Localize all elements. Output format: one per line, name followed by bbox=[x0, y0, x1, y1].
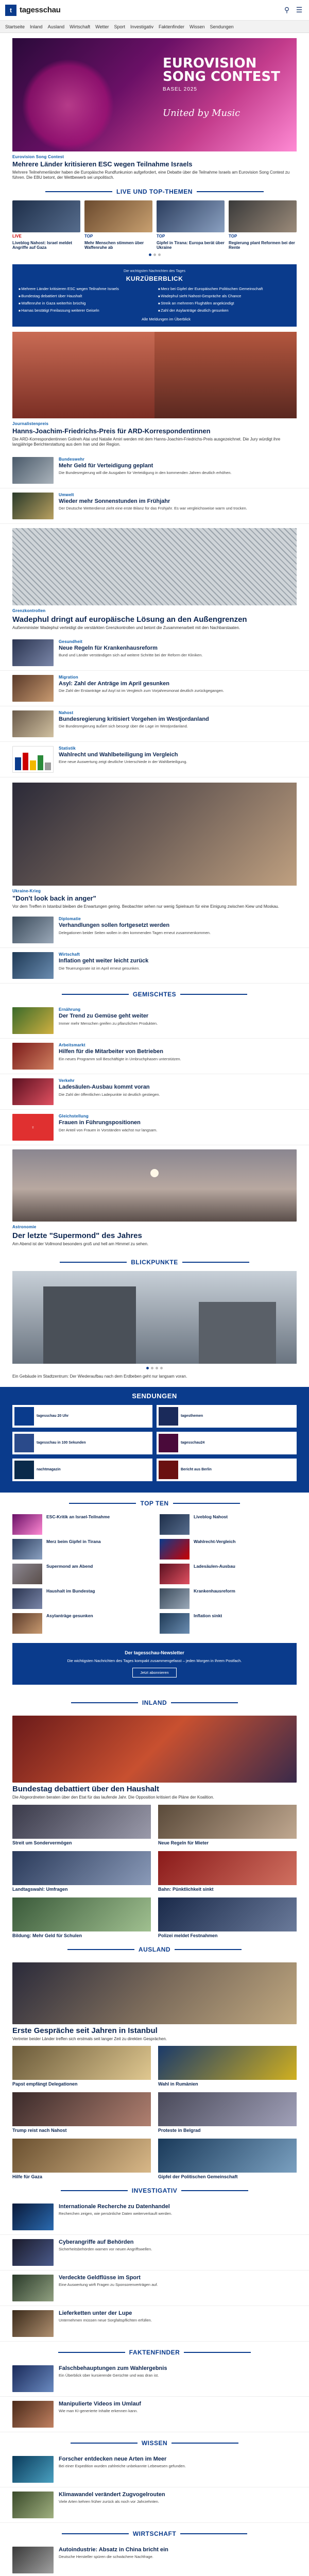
newsletter-heading: Der tagesschau-Newsletter bbox=[125, 1650, 184, 1655]
grid-item[interactable]: Neue Regeln für Mieter bbox=[158, 1805, 297, 1846]
section-title: LIVE UND TOP-THEMEN bbox=[116, 188, 193, 196]
item-title: Hilfen für die Mitarbeiter von Betrieben bbox=[59, 1048, 163, 1055]
wissen-section bbox=[0, 2432, 309, 2523]
carousel-dots[interactable] bbox=[0, 1364, 309, 1372]
grid-item[interactable]: Bildung: Mehr Geld für Schulen bbox=[12, 1897, 151, 1939]
kicker: Wirtschaft bbox=[59, 952, 80, 957]
ausland-grid bbox=[0, 2046, 309, 2179]
feature2-text: Vor dem Treffen in Istanbul bleiben die Erwartungen gering. Beobachter sehen nur wenig Spielraum für eine Einigung zwischen Kiew und Moskau. bbox=[12, 904, 279, 909]
thumbnail bbox=[12, 2365, 54, 2392]
thumbnail bbox=[12, 2310, 54, 2337]
thumbnail: ♀ bbox=[12, 1114, 54, 1141]
topten-item[interactable]: Krankenhausreform bbox=[160, 1586, 297, 1611]
item-text: Bei einer Expedition wurden zahlreiche unbekannte Lebewesen gefunden. bbox=[59, 2464, 186, 2468]
hero-title[interactable]: Mehrere Länder kritisieren ESC wegen Teilnahme Israels bbox=[12, 160, 193, 168]
item-text: Vertreter beider Länder treffen sich erstmals seit langer Zeit zu direkten Gesprächen. bbox=[12, 2036, 167, 2041]
feature-title[interactable]: Hanns-Joachim-Friedrichs-Preis für ARD-Korrespondentinnen bbox=[12, 427, 211, 435]
sendung-card[interactable]: Bericht aus Berlin bbox=[157, 1459, 297, 1481]
card-image bbox=[157, 200, 225, 232]
section-title: GEMISCHTES bbox=[132, 991, 177, 998]
item-text: Am Abend ist der Vollmond besonders groß und hell am Himmel zu sehen. bbox=[12, 1242, 149, 1247]
logo-text[interactable]: tagesschau bbox=[20, 6, 61, 14]
card-title: Gipfel in Tirana: Europa berät über Ukraine bbox=[157, 240, 225, 250]
tv-icon bbox=[159, 1434, 178, 1452]
section-title: INVESTIGATIV bbox=[131, 2187, 178, 2194]
kb-list bbox=[19, 286, 290, 313]
kicker: Gesundheit bbox=[59, 639, 83, 644]
card-title: Mehr Menschen stimmen über Waffenruhe ab bbox=[84, 240, 144, 250]
kb-item[interactable]: ■ Mehrere Länder kritisieren ESC wegen Teilnahme Israels bbox=[19, 286, 151, 291]
topten-col bbox=[160, 1512, 297, 1636]
thumbnail bbox=[12, 2492, 54, 2518]
list-item[interactable] bbox=[0, 2361, 309, 2397]
item-text: Die Zahl der Erstanträge auf Asyl ist im Vergleich zum Vorjahresmonat deutlich zurückgegangen. bbox=[59, 688, 224, 693]
section-title: INLAND bbox=[142, 1699, 167, 1707]
grid-item[interactable]: Proteste in Belgrad bbox=[158, 2092, 297, 2133]
thumbnail bbox=[12, 1007, 54, 1034]
faktenfinder-section bbox=[0, 2342, 309, 2432]
card-image bbox=[229, 200, 297, 232]
item-title: Forscher entdecken neue Arten im Meer bbox=[59, 2455, 167, 2462]
feature-kicker: Journalistenpreis bbox=[12, 421, 49, 426]
item-title: Asyl: Zahl der Anträge im April gesunken bbox=[59, 680, 169, 687]
item-text: Sicherheitsbehörden warnen vor neuen Angriffswellen. bbox=[59, 2247, 152, 2251]
bar-thumbnail bbox=[12, 746, 54, 773]
main-nav bbox=[0, 21, 309, 33]
item-title: Wieder mehr Sonnenstunden im Frühjahr bbox=[59, 498, 170, 505]
list-item[interactable] bbox=[0, 1074, 309, 1110]
list-item[interactable] bbox=[0, 2270, 309, 2306]
grid-item[interactable]: Streit um Sondervermögen bbox=[12, 1805, 151, 1846]
hero-overlay-title: EUROVISION SONG CONTEST bbox=[163, 56, 280, 84]
item-title: Verhandlungen sollen fortgesetzt werden bbox=[59, 922, 170, 929]
item-title: Ladesäulen-Ausbau kommt voran bbox=[59, 1084, 150, 1091]
gemischtes-section bbox=[0, 984, 309, 1251]
kicker: Grenzkontrollen bbox=[12, 608, 46, 614]
kb-item[interactable]: ■ Streik an mehreren Flughäfen angekündigt bbox=[158, 301, 290, 306]
grid-item[interactable]: Trump reist nach Nahost bbox=[12, 2092, 151, 2133]
item-text: Viele Arten kehren früher zurück als noch vor Jahrzehnten. bbox=[59, 2499, 159, 2504]
thumbnail bbox=[12, 675, 54, 702]
item-text: Der Anteil von Frauen in Vorständen wächst nur langsam. bbox=[59, 1127, 158, 1132]
item-title: Mehr Geld für Verteidigung geplant bbox=[59, 463, 153, 469]
list-item[interactable] bbox=[0, 488, 309, 524]
item-image bbox=[12, 1716, 297, 1783]
sendung-card[interactable]: tagesschau24 bbox=[157, 1432, 297, 1454]
item-text: Die Bundesregierung äußert sich besorgt über die Lage im Westjordanland. bbox=[59, 724, 188, 729]
item-image bbox=[12, 1962, 297, 2024]
item-text: Immer mehr Menschen greifen zu pflanzlichen Produkten. bbox=[59, 1021, 158, 1026]
item-title: Erste Gespräche seit Jahren in Istanbul bbox=[12, 2026, 158, 2035]
hero-overlay-sub: BASEL 2025 bbox=[163, 87, 197, 92]
list-item[interactable] bbox=[0, 2543, 309, 2576]
section-title: WISSEN bbox=[141, 2439, 168, 2447]
item-title: Wadephul dringt auf europäische Lösung an den Außengrenzen bbox=[12, 615, 247, 624]
nav-item[interactable]: Startseite bbox=[5, 24, 25, 29]
section-title: FAKTENFINDER bbox=[129, 2348, 180, 2356]
search-icon[interactable]: ⚲ bbox=[284, 6, 290, 14]
big-item[interactable] bbox=[0, 524, 309, 635]
tv-icon bbox=[14, 1434, 34, 1452]
item-text: Ein Überblick über kursierende Gerüchte und was dran ist. bbox=[59, 2373, 159, 2378]
nav-item[interactable]: Sport bbox=[114, 24, 125, 29]
nav-item[interactable]: Wetter bbox=[95, 24, 109, 29]
item-text: Die Bundesregierung will die Ausgaben für Verteidigung in den kommenden Jahren deutlich erhöhen. bbox=[59, 470, 232, 476]
thumbnail bbox=[12, 710, 54, 737]
kicker: Nahost bbox=[59, 710, 74, 715]
kb-item[interactable]: ■ Bundestag debattiert über Haushalt bbox=[19, 294, 151, 298]
thumbnail bbox=[12, 917, 54, 943]
item-title: Klimawandel verändert Zugvogelrouten bbox=[59, 2491, 165, 2498]
grid-item[interactable]: Landtagswahl: Umfragen bbox=[12, 1851, 151, 1892]
kb-more-link[interactable]: Alle Meldungen im Überblick bbox=[141, 316, 191, 321]
item-text: Wie man KI-generierte Inhalte erkennen kann. bbox=[59, 2409, 138, 2413]
nav-item[interactable]: Wissen bbox=[190, 24, 205, 29]
section-title: SENDUNGEN bbox=[132, 1392, 177, 1400]
list-item[interactable] bbox=[0, 635, 309, 671]
item-text: Der Deutsche Wetterdienst zieht eine erste Bilanz für das Frühjahr. Es war vergleichsweise warm und trocken. bbox=[59, 506, 247, 511]
nav-item[interactable]: Ausland bbox=[47, 24, 65, 29]
item-title: Internationale Recherche zu Datenhandel bbox=[59, 2203, 170, 2210]
kb-title: KURZÜBERBLICK bbox=[126, 275, 183, 282]
thumbnail bbox=[12, 2401, 54, 2428]
thumbnail bbox=[12, 457, 54, 484]
nav-item[interactable]: Faktenfinder bbox=[159, 24, 185, 29]
feature-2 bbox=[0, 777, 309, 984]
nav-item[interactable]: Inland bbox=[30, 24, 43, 29]
item-title: Cyberangriffe auf Behörden bbox=[59, 2239, 134, 2245]
item-text: Die Teuerungsrate ist im April erneut gesunken. bbox=[59, 965, 140, 971]
list-item[interactable] bbox=[0, 706, 309, 742]
hero-image[interactable] bbox=[12, 38, 297, 151]
tv-icon bbox=[159, 1407, 178, 1426]
hero-glow bbox=[22, 59, 114, 151]
list-item[interactable] bbox=[0, 671, 309, 706]
kicker: Bundeswehr bbox=[59, 457, 85, 462]
thumbnail bbox=[12, 1078, 54, 1105]
topten-item[interactable]: Asylanträge gesunken bbox=[12, 1611, 149, 1636]
sendung-card[interactable]: tagesschau 20 Uhr bbox=[12, 1405, 152, 1428]
card-badge: LIVE bbox=[12, 234, 22, 239]
card-image bbox=[12, 200, 80, 232]
list-item[interactable] bbox=[0, 2487, 309, 2523]
grid-item[interactable]: Gipfel der Politischen Gemeinschaft bbox=[158, 2139, 297, 2180]
kicker: Migration bbox=[59, 674, 78, 680]
item-text: Eine neue Auswertung zeigt deutliche Unterschiede in der Wahlbeteiligung. bbox=[59, 759, 187, 765]
section-title: AUSLAND bbox=[138, 1945, 171, 1953]
topten-item[interactable]: Haushalt im Bundestag bbox=[12, 1586, 149, 1611]
list-item[interactable] bbox=[0, 742, 309, 777]
kb-kicker: Die wichtigsten Nachrichten des Tages bbox=[123, 269, 186, 273]
feature-image[interactable] bbox=[12, 332, 297, 418]
newsletter-text: Die wichtigsten Nachrichten des Tages kompakt zusammengefasst – jeden Morgen in Ihrem Postfach. bbox=[67, 1658, 242, 1663]
item-title: Der Trend zu Gemüse geht weiter bbox=[59, 1013, 149, 1020]
kicker: Ernährung bbox=[59, 1007, 81, 1012]
card-image bbox=[84, 200, 152, 232]
tv-icon bbox=[159, 1461, 178, 1479]
story-list bbox=[0, 448, 309, 777]
main-feature bbox=[0, 332, 309, 448]
section-title: BLICKPUNKTE bbox=[131, 1259, 178, 1266]
hero-text: Mehrere Teilnehmerländer haben die Europäische Rundfunkunion aufgefordert, eine Debatte über die Teilnahme Israels am Eurovision Song Contest zu führen. Die EBU betont, der Wettbewerb sei unpolitisch. bbox=[12, 170, 290, 180]
inland-grid bbox=[0, 1805, 309, 1938]
tv-icon bbox=[14, 1407, 34, 1426]
item-title: Wahlrecht und Wahlbeteiligung im Vergleich bbox=[59, 751, 178, 758]
card-title: Regierung plant Reformen bei der Rente bbox=[229, 240, 295, 250]
newsletter-button[interactable]: Jetzt abonnieren bbox=[132, 1668, 176, 1677]
section-title: WIRTSCHAFT bbox=[132, 2530, 177, 2537]
topten-item[interactable]: Liveblog Nahost bbox=[160, 1512, 297, 1537]
card-badge: TOP bbox=[229, 234, 237, 239]
big-item[interactable] bbox=[0, 1145, 309, 1251]
sendung-card[interactable]: nachtmagazin bbox=[12, 1459, 152, 1481]
topten-item[interactable]: Merz beim Gipfel in Tirana bbox=[12, 1537, 149, 1562]
item-text: Deutsche Hersteller spüren die schwächere Nachfrage. bbox=[59, 2554, 153, 2559]
item-title: Lieferketten unter der Lupe bbox=[59, 2310, 132, 2316]
sendungen-section bbox=[0, 1387, 309, 1493]
kicker: Diplomatie bbox=[59, 917, 81, 922]
newsletter-box bbox=[12, 1643, 297, 1685]
live-card[interactable] bbox=[84, 200, 152, 250]
list-item[interactable] bbox=[0, 948, 309, 984]
kurzueberblick-box bbox=[12, 264, 297, 327]
item-title: Autoindustrie: Absatz in China bricht ein bbox=[59, 2546, 168, 2553]
grid-item[interactable]: Bahn: Pünktlichkeit sinkt bbox=[158, 1851, 297, 1892]
list-item[interactable] bbox=[0, 2235, 309, 2270]
thumbnail bbox=[12, 1043, 54, 1070]
blickpunkte-caption: Ein Gebäude im Stadtzentrum: Der Wiederaufbau nach dem Erdbeben geht nur langsam voran. bbox=[12, 1374, 187, 1379]
ausland-section bbox=[0, 1939, 309, 2180]
sendung-card[interactable]: tagesschau in 100 Sekunden bbox=[12, 1432, 152, 1454]
list-item[interactable] bbox=[0, 2452, 309, 2487]
carousel-dots[interactable] bbox=[0, 250, 309, 259]
live-section bbox=[0, 181, 309, 259]
topten-item[interactable]: Ladesäulen-Ausbau bbox=[160, 1562, 297, 1586]
hero-overlay bbox=[163, 57, 281, 118]
menu-icon[interactable]: ☰ bbox=[296, 6, 303, 14]
kicker: Verkehr bbox=[59, 1078, 75, 1083]
thumbnail bbox=[12, 493, 54, 519]
list-item[interactable] bbox=[0, 912, 309, 948]
grid-item[interactable]: Wahl in Rumänien bbox=[158, 2046, 297, 2087]
item-title: Bundestag debattiert über den Haushalt bbox=[12, 1785, 160, 1794]
inland-section bbox=[0, 1692, 309, 1938]
live-card[interactable] bbox=[157, 200, 225, 250]
logo-mark[interactable]: t bbox=[5, 5, 16, 16]
topten-section bbox=[0, 1493, 309, 1636]
kb-item[interactable]: ■ Zahl der Asylanträge deutlich gesunken bbox=[158, 308, 290, 313]
kicker: Astronomie bbox=[12, 1225, 37, 1230]
section-title: TOP TEN bbox=[140, 1499, 169, 1507]
kb-item[interactable]: ■ Merz bei Gipfel der Europäischen Politischen Gemeinschaft bbox=[158, 286, 290, 291]
item-text: Bund und Länder verständigen sich auf weitere Schritte bei der Reform der Kliniken. bbox=[59, 653, 203, 658]
topten-col bbox=[12, 1512, 149, 1636]
item-title: Bundesregierung kritisiert Vorgehen im Westjordanland bbox=[59, 716, 209, 722]
item-text: Delegationen beider Seiten wollen in den kommenden Tagen erneut zusammenkommen. bbox=[59, 930, 211, 935]
item-text: Recherchen zeigen, wie persönliche Daten weiterverkauft werden. bbox=[59, 2211, 173, 2216]
topten-item[interactable]: ESC-Kritik an Israel-Teilnahme bbox=[12, 1512, 149, 1537]
live-cards bbox=[0, 200, 309, 250]
item-title: Frauen in Führungspositionen bbox=[59, 1120, 141, 1126]
card-title: Liveblog Nahost: Israel meldet Angriffe auf Gaza bbox=[12, 240, 73, 250]
item-text: Außenminister Wadephul verteidigt die verstärkten Grenzkontrollen und betont die Zusammenarbeit mit den Nachbarstaaten. bbox=[12, 625, 241, 631]
item-text: Ein neues Programm soll Beschäftigte in Umbruchphasen unterstützen. bbox=[59, 1056, 181, 1061]
list-item[interactable] bbox=[0, 2199, 309, 2235]
thumbnail bbox=[12, 639, 54, 666]
list-item[interactable] bbox=[0, 1110, 309, 1145]
wirtschaft-section bbox=[0, 2523, 309, 2576]
item-title: Neue Regeln für Krankenhausreform bbox=[59, 645, 158, 651]
nav-item[interactable]: Sendungen bbox=[210, 24, 234, 29]
topten-item[interactable]: Supermond am Abend bbox=[12, 1562, 149, 1586]
topten-item[interactable]: Inflation sinkt bbox=[160, 1611, 297, 1636]
thumbnail bbox=[12, 2275, 54, 2301]
item-title: Inflation geht weiter leicht zurück bbox=[59, 958, 149, 964]
thumbnail bbox=[12, 2239, 54, 2266]
blickpunkte-section bbox=[0, 1251, 309, 1380]
item-text: Die Abgeordneten beraten über den Etat für das laufende Jahr. Die Opposition kritisiert die Pläne der Koalition. bbox=[12, 1795, 214, 1800]
kicker: Statistik bbox=[59, 745, 76, 751]
kicker: Arbeitsmarkt bbox=[59, 1043, 85, 1048]
item-image bbox=[12, 528, 297, 605]
nav-item[interactable]: Investigativ bbox=[130, 24, 153, 29]
kb-item[interactable]: ■ Hamas bestätigt Freilassung weiterer Geiseln bbox=[19, 308, 151, 313]
thumbnail bbox=[12, 952, 54, 979]
card-badge: TOP bbox=[157, 234, 165, 239]
feature2-title[interactable]: "Don't look back in anger" bbox=[12, 894, 96, 902]
topten-item[interactable]: Wahlrecht-Vergleich bbox=[160, 1537, 297, 1562]
blickpunkte-image[interactable] bbox=[12, 1271, 297, 1364]
item-text: Die Zahl der öffentlichen Ladepunkte ist deutlich gestiegen. bbox=[59, 1092, 160, 1097]
list-item[interactable] bbox=[0, 2397, 309, 2432]
item-title: Der letzte "Supermond" des Jahres bbox=[12, 1231, 142, 1241]
item-image bbox=[12, 1149, 297, 1222]
item-title: Manipulierte Videos im Umlauf bbox=[59, 2400, 141, 2407]
list-item[interactable] bbox=[0, 453, 309, 488]
kicker: Gleichstellung bbox=[59, 1114, 89, 1119]
list-item[interactable] bbox=[0, 1003, 309, 1039]
sendung-card[interactable]: tagesthemen bbox=[157, 1405, 297, 1428]
investigativ-section bbox=[0, 2180, 309, 2342]
site-header bbox=[0, 0, 309, 21]
card-badge: TOP bbox=[84, 234, 93, 239]
live-card[interactable] bbox=[12, 200, 80, 250]
hero-kicker: Eurovision Song Contest bbox=[12, 155, 64, 159]
kb-item[interactable]: ■ Waffenruhe in Gaza weiterhin brüchig bbox=[19, 301, 151, 306]
big-item[interactable] bbox=[0, 1711, 309, 1805]
list-item[interactable] bbox=[0, 2306, 309, 2342]
big-item[interactable] bbox=[0, 1958, 309, 2046]
moon-icon bbox=[150, 1169, 159, 1177]
hero-overlay-tag: United by Music bbox=[163, 108, 241, 118]
list-item[interactable] bbox=[0, 1039, 309, 1074]
kb-item[interactable]: ■ Wadephul sieht Nahost-Gespräche als Chance bbox=[158, 294, 290, 298]
thumbnail bbox=[12, 2456, 54, 2483]
feature2-kicker: Ukraine-Krieg bbox=[12, 888, 41, 893]
live-card[interactable] bbox=[229, 200, 297, 250]
grid-item[interactable]: Polizei meldet Festnahmen bbox=[158, 1897, 297, 1939]
item-text: Unternehmen müssen neue Sorgfaltspflichten erfüllen. bbox=[59, 2318, 152, 2323]
kicker: Umwelt bbox=[59, 493, 74, 498]
feature-text: Die ARD-Korrespondentinnen Golineh Atai und Natalie Amiri werden mit dem Hanns-Joachim-Friedrichs-Preis ausgezeichnet. Die Jury würdigt ihre langjährige Berichterstattung aus dem Iran und der Region. bbox=[12, 436, 281, 447]
item-text: Eine Auswertung wirft Fragen zu Sponsorenverträgen auf. bbox=[59, 2282, 158, 2287]
grid-item[interactable]: Hilfe für Gaza bbox=[12, 2139, 151, 2180]
nav-item[interactable]: Wirtschaft bbox=[70, 24, 91, 29]
thumbnail bbox=[12, 2204, 54, 2230]
item-title: Verdeckte Geldflüsse im Sport bbox=[59, 2274, 141, 2281]
hero bbox=[0, 33, 309, 181]
tv-icon bbox=[14, 1461, 34, 1479]
feature2-image[interactable] bbox=[12, 783, 297, 886]
item-title: Falschbehauptungen zum Wahlergebnis bbox=[59, 2365, 167, 2371]
grid-item[interactable]: Papst empfängt Delegationen bbox=[12, 2046, 151, 2087]
thumbnail bbox=[12, 2547, 54, 2573]
